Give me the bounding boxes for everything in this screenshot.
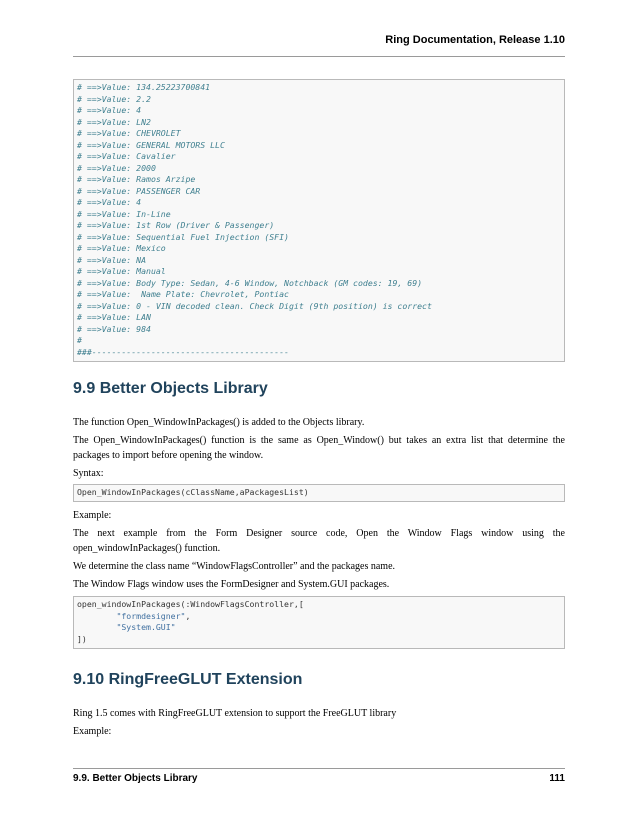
paragraph: The Window Flags window uses the FormDesigner and System.GUI packages. (73, 579, 390, 590)
code-line: # ==>Value: 2000 (77, 162, 156, 173)
footer-section-title: 9.9. Better Objects Library (73, 773, 198, 784)
code-indent (77, 622, 116, 632)
code-string: "formdesigner" (116, 610, 186, 621)
code-line: # ==>Value: LN2 (77, 116, 151, 127)
code-line: # ==>Value: 4 (77, 197, 142, 207)
code-block-example (73, 596, 565, 649)
paragraph: Ring 1.5 comes with RingFreeGLUT extension to support the FreeGLUT library (73, 708, 397, 719)
code-line: ###---------------------------------------- (77, 346, 289, 357)
code-line: # ==>Value: Sequential Fuel Injection (SFI) (77, 231, 289, 242)
code-line: # ==>Value: 984 (77, 323, 151, 334)
code-line: # ==>Value: 4 (77, 105, 142, 115)
code-block-syntax (73, 484, 565, 502)
code-line: # (77, 335, 82, 345)
code-line: # ==>Value: 134.25223700841 (77, 82, 211, 92)
paragraph: The Open_WindowInPackages() function is the same as Open_Window() but takes an extra list that determine the packages to import before opening the window. (73, 435, 565, 461)
page-footer (73, 768, 565, 791)
code-line: # ==>Value: GENERAL MOTORS LLC (77, 139, 225, 150)
code-line: # ==>Value: 0 - VIN decoded clean. Check Digit (9th position) is correct (77, 300, 432, 311)
code-string: "System.GUI" (116, 622, 176, 632)
code-line: ]) (77, 633, 87, 644)
page-number: 111 (549, 773, 565, 784)
code-line: # ==>Value: Manual (77, 266, 166, 276)
code-line: # ==>Value: Name Plate: Chevrolet, Pontiac (77, 289, 289, 299)
code-line: # ==>Value: Body Type: Sedan, 4-6 Window, Notchback (GM codes: 19, 69) (77, 277, 423, 288)
code-line (74, 611, 564, 623)
code-punct: , (185, 610, 191, 621)
code-block-output (73, 79, 565, 362)
code-line: open_windowInPackages(:WindowFlagsController,[ (77, 599, 304, 609)
paragraph: The next example from the Form Designer source code, Open the Window Flags window using the open_windowInPackages() function. (73, 528, 565, 554)
paragraph: Example: (73, 510, 112, 521)
code-line: # ==>Value: 2.2 (77, 93, 151, 104)
section-heading-9-10: 9.10 RingFreeGLUT Extension (73, 671, 303, 688)
code-indent (77, 611, 116, 621)
paragraph: We determine the class name “WindowFlagsController” and the packages name. (73, 561, 396, 572)
code-line: # ==>Value: 1st Row (Driver & Passenger) (77, 220, 275, 230)
section-heading-9-9: 9.9 Better Objects Library (73, 380, 268, 397)
paragraph: The function Open_WindowInPackages() is added to the Objects library. (73, 417, 365, 428)
code-line: # ==>Value: Cavalier (77, 151, 176, 161)
code-line: # ==>Value: PASSENGER CAR (77, 185, 201, 196)
document-title: Ring Documentation, Release 1.10 (385, 34, 565, 46)
code-line: # ==>Value: Mexico (77, 243, 166, 253)
paragraph: Example: (73, 726, 112, 737)
page-header (73, 34, 565, 57)
code-line: # ==>Value: NA (77, 254, 147, 265)
code-line: # ==>Value: Ramos Arzipe (77, 174, 196, 184)
code-line: Open_WindowInPackages(cClassName,aPackagesList) (77, 487, 309, 497)
code-line (74, 622, 564, 634)
code-line: # ==>Value: CHEVROLET (77, 128, 181, 138)
code-line: # ==>Value: In-Line (77, 208, 171, 219)
code-line: # ==>Value: LAN (77, 312, 151, 322)
paragraph: Syntax: (73, 468, 104, 479)
